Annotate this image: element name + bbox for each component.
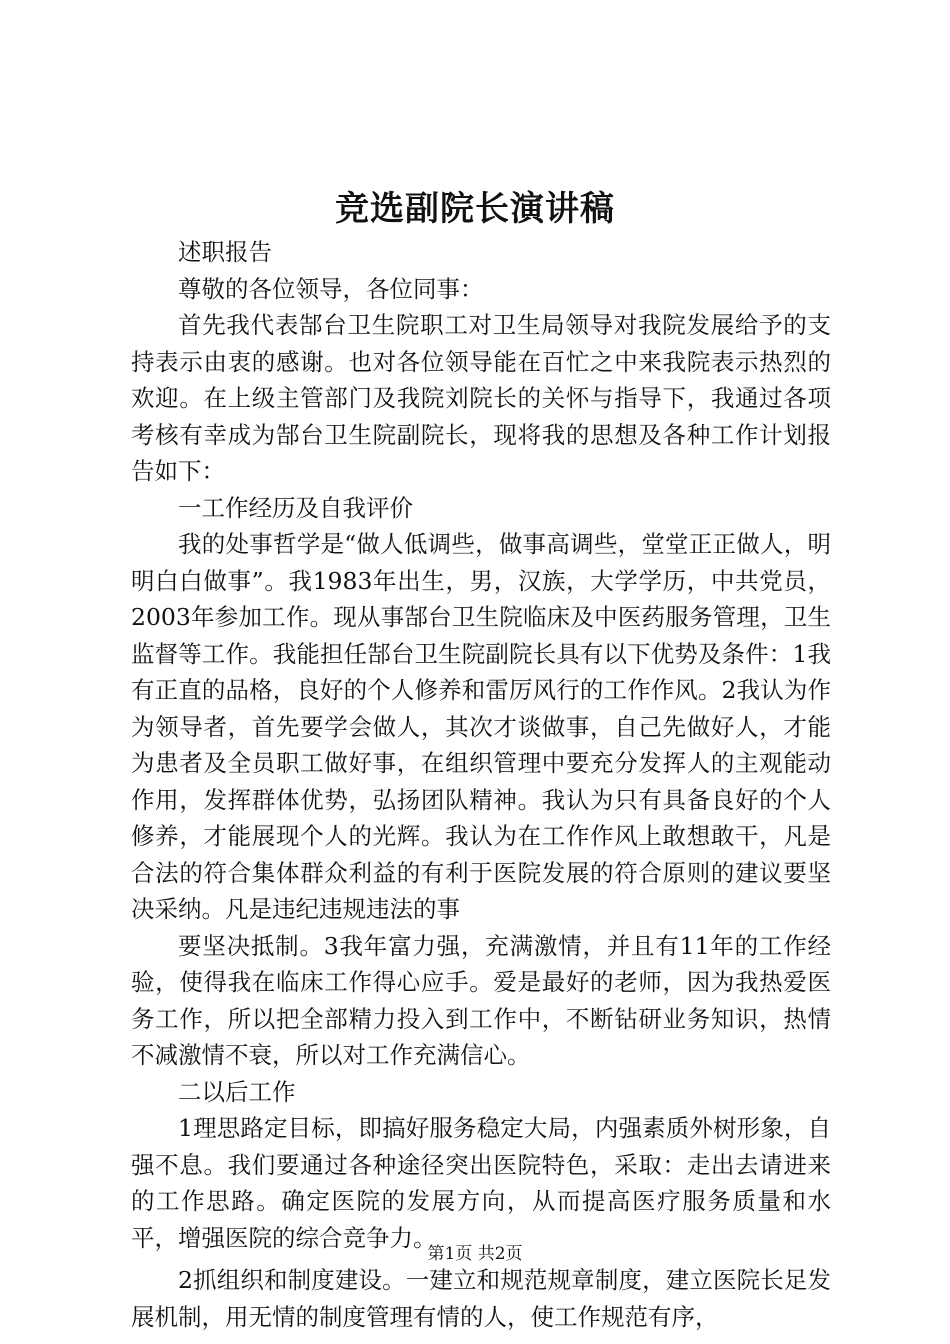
page-footer: 第1页 共2页 xyxy=(427,1244,523,1264)
section-heading: 二以后工作 xyxy=(178,1077,296,1106)
paragraph: 尊敬的各位领导，各位同事： xyxy=(178,274,484,303)
paragraph: 2抓组织和制度建设。一建立和规范规章制度，建立医院长足发展机制，用无情的制度管理有情的人，使工作规范有序， xyxy=(131,1266,831,1331)
document-title: 竞选副院长演讲稿 xyxy=(335,189,615,229)
paragraph: 述职报告 xyxy=(178,238,272,266)
paragraph: 首先我代表郜台卫生院职工对卫生局领导对我院发展给予的支持表示由衷的感谢。也对各位领导能在百忙之中来我院表示热烈的欢迎。在上级主管部门及我院刘院长的关怀与指导下，我通过各项考核有幸成为郜台卫生院副院长，现将我的思想及各种工作计划报告如下： xyxy=(131,311,831,485)
paragraph: 我的处事哲学是“做人低调些，做事高调些，堂堂正正做人，明明白白做事”。我1983年出生，男，汉族，大学学历，中共党员，2003年参加工作。现从事郜台卫生院临床及中医药服务管理，卫生监督等工作。我能担任郜台卫生院副院长具有以下优势及条件：1我有正直的品格，良好的个人修养和雷厉风行的工作作风。2我认为作为领导者，首先要学会做人，其次才谈做事，自己先做好人，才能为患者及全员职工做好事，在组织管理中要充分发挥人的主观能动作用，发挥群体优势，弘扬团队精神。我认为只有具备良好的个人修养，才能展现个人的光辉。我认为在工作作风上敢想敢干，凡是合法的符合集体群众利益的有利于医院发展的符合原则的建议要坚决采纳。凡是违纪违规违法的事 xyxy=(131,530,831,923)
paragraph: 要坚决抵制。3我年富力强，充满激情，并且有11年的工作经验，使得我在临床工作得心应手。爱是最好的老师，因为我热爱医务工作，所以把全部精力投入到工作中，不断钻研业务知识，热情不减激情不衰，所以对工作充满信心。 xyxy=(131,931,831,1069)
section-heading: 一工作经历及自我评价 xyxy=(178,493,413,522)
document-body xyxy=(131,234,831,1335)
paragraph: 1理思路定目标，即搞好服务稳定大局，内强素质外树形象，自强不息。我们要通过各种途径突出医院特色，采取：走出去请进来的工作思路。确定医院的发展方向，从而提高医疗服务质量和水平，增强医院的综合竞争力。 xyxy=(131,1114,831,1252)
